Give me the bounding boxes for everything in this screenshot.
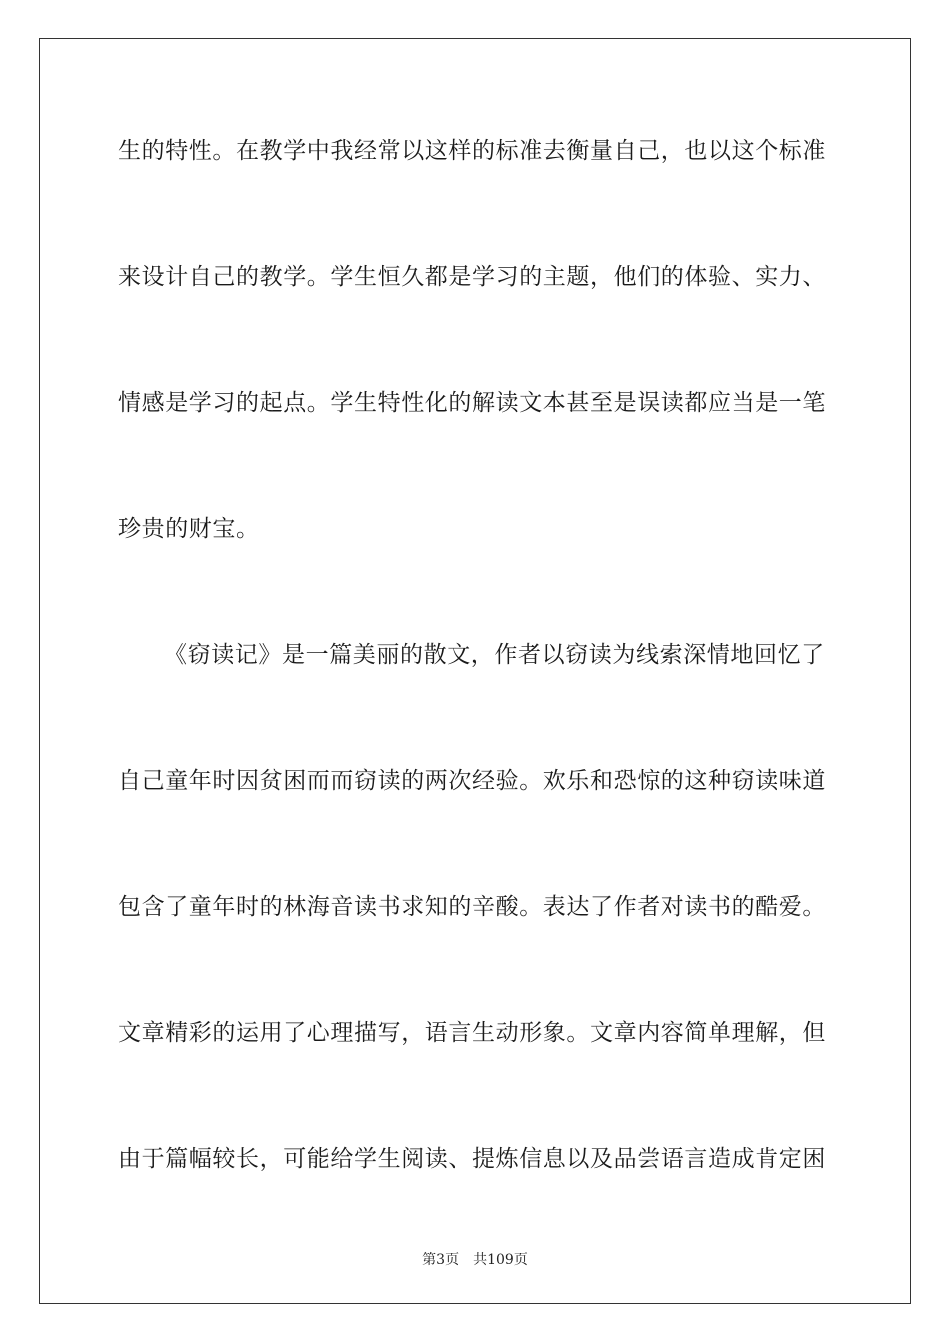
page-footer	[0, 1251, 950, 1269]
text-line: 自己童年时因贫困而而窃读的两次经验。欢乐和恐惊的这种窃读味道	[118, 768, 826, 794]
text-line: 包含了童年时的林海音读书求知的辛酸。表达了作者对读书的酷爱。	[118, 894, 826, 920]
text-line: 由于篇幅较长，可能给学生阅读、提炼信息以及品尝语言造成肯定困	[118, 1146, 826, 1172]
text-line: 珍贵的财宝。	[118, 516, 260, 542]
page-total: 共109页	[473, 1252, 528, 1268]
text-line: 来设计自己的教学。学生恒久都是学习的主题，他们的体验、实力、	[118, 264, 826, 290]
text-line: 文章精彩的运用了心理描写，语言生动形象。文章内容简单理解，但	[118, 1020, 826, 1046]
text-line: 情感是学习的起点。学生特性化的解读文本甚至是误读都应当是一笔	[118, 390, 826, 416]
text-line: 生的特性。在教学中我经常以这样的标准去衡量自己，也以这个标准	[118, 138, 826, 164]
page-border	[39, 38, 911, 1304]
paragraph-first-line: 《窃读记》是一篇美丽的散文，作者以窃读为线索深情地回忆了	[164, 642, 825, 668]
page-number: 第3页	[422, 1252, 460, 1268]
